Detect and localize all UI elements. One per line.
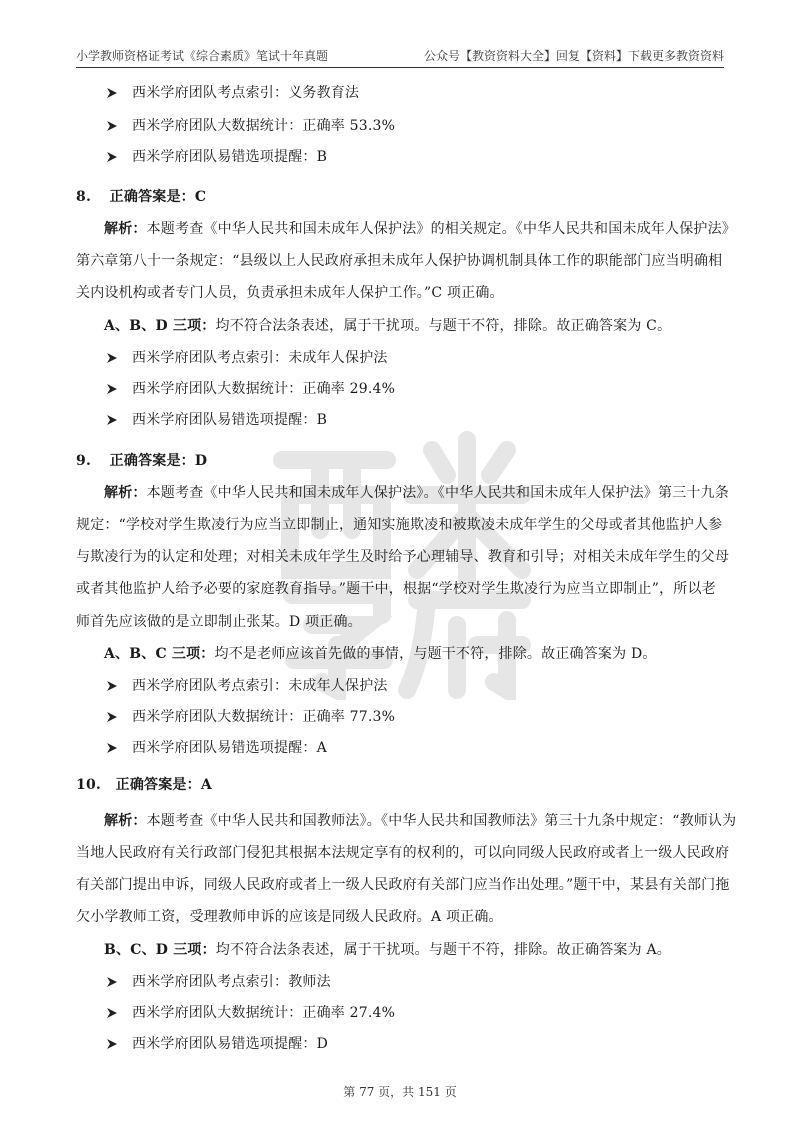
- knowledge-index: 西米学府团队考点索引：义务教育法: [132, 85, 360, 101]
- question-number: 8.: [76, 189, 92, 205]
- arrow-bullet-icon: [106, 976, 118, 988]
- answer-label: 正确答案是：D: [109, 453, 208, 469]
- options-label: B、C、D 三项：: [104, 942, 216, 958]
- options-text: 均不符合法条表述，属于干扰项。与题干不符，排除。故正确答案为 C。: [215, 318, 672, 334]
- knowledge-index: 西米学府团队考点索引：未成年人保护法: [132, 678, 388, 694]
- analysis-paragraph: [76, 483, 752, 503]
- accuracy-stat: 西米学府团队大数据统计：正确率 29.4%: [132, 381, 396, 397]
- knowledge-index: 西米学府团队考点索引：未成年人保护法: [132, 350, 388, 366]
- analysis-text: 本题考查《中华人民共和国教师法》。《中华人民共和国教师法》第三十九条中规定：“教师认为: [146, 813, 737, 829]
- arrow-bullet-icon: [106, 414, 118, 426]
- arrow-bullet-icon: [106, 742, 118, 754]
- analysis-text: 第六章第八十一条规定：“县级以上人民政府承担未成年人保护协调机制具体工作的职能部门应当明确相: [76, 253, 723, 269]
- analysis-text: 本题考查《中华人民共和国未成年人保护法》的相关规定。《中华人民共和国未成年人保护法》: [146, 221, 737, 237]
- arrow-bullet-icon: [106, 1007, 118, 1019]
- analysis-label: 解析：: [104, 485, 147, 501]
- arrow-bullet-icon: [106, 151, 118, 163]
- page-number: 第 77 页，共 151 页: [343, 1085, 457, 1099]
- accuracy-stat: 西米学府团队大数据统计：正确率 77.3%: [132, 709, 396, 725]
- analysis-text: 关内设机构或者专门人员，负责承担未成年人保护工作。”C 项正确。: [76, 285, 504, 301]
- common-error-hint: 西米学府团队易错选项提醒：B: [132, 149, 328, 165]
- knowledge-index: 西米学府团队考点索引：教师法: [132, 974, 331, 990]
- answer-label: 正确答案是：A: [115, 777, 212, 793]
- question-answer-title: [76, 775, 724, 795]
- question-answer-title: [76, 187, 724, 207]
- analysis-text: 师首先应该做的是立即制止张某。D 项正确。: [76, 614, 362, 630]
- other-options-paragraph: [76, 940, 752, 960]
- analysis-label: 解析：: [104, 221, 147, 237]
- analysis-text: 与欺凌行为的认定和处理；对相关未成年学生及时给予心理辅导、教育和引导；对相关未成年学生的父母: [76, 549, 730, 565]
- arrow-bullet-icon: [106, 383, 118, 395]
- arrow-bullet-icon: [106, 711, 118, 723]
- options-label: A、B、C 三项：: [104, 646, 215, 662]
- arrow-bullet-icon: [106, 120, 118, 132]
- analysis-text: 规定：“学校对学生欺凌行为应当立即制止，通知实施欺凌和被欺凌未成年学生的父母或者其他监护人参: [76, 517, 723, 533]
- question-answer-title: [76, 451, 724, 471]
- answer-label: 正确答案是：C: [109, 189, 207, 205]
- question-number: 9.: [76, 453, 92, 469]
- options-label: A、B、D 三项：: [104, 318, 216, 334]
- common-error-hint: 西米学府团队易错选项提醒：B: [132, 412, 328, 428]
- common-error-hint: 西米学府团队易错选项提醒：A: [132, 740, 327, 756]
- analysis-text: 当地人民政府有关行政部门侵犯其根据本法规定享有的权利的，可以向同级人民政府或者上一级人民政府: [76, 845, 730, 861]
- accuracy-stat: 西米学府团队大数据统计：正确率 27.4%: [132, 1005, 396, 1021]
- options-text: 均不符合法条表述，属于干扰项。与题干不符，排除。故正确答案为 A。: [215, 942, 671, 958]
- question-number: 10.: [76, 777, 101, 793]
- analysis-text: 有关部门提出申诉，同级人民政府或者上一级人民政府有关部门应当作出处理。”题干中，某县有关部门拖: [76, 877, 730, 893]
- header-title: 小学教师资格证考试《综合素质》笔试十年真题: [76, 49, 329, 63]
- analysis-paragraph: [76, 219, 752, 239]
- analysis-paragraph: [76, 811, 752, 831]
- analysis-text: 或者其他监护人给予必要的家庭教育指导。”题干中，根据“学校对学生欺凌行为应当立即制止”，所以老: [76, 581, 716, 597]
- analysis-text: 本题考查《中华人民共和国未成年人保护法》。《中华人民共和国未成年人保护法》第三十九条: [146, 485, 730, 501]
- other-options-paragraph: [76, 316, 752, 336]
- analysis-text: 欠小学教师工资，受理教师申诉的应该是同级人民政府。A 项正确。: [76, 909, 503, 925]
- arrow-bullet-icon: [106, 680, 118, 692]
- common-error-hint: 西米学府团队易错选项提醒：D: [132, 1036, 329, 1052]
- header-promo: 公众号【教资资料大全】回复【资料】下载更多教资资料: [423, 49, 724, 63]
- options-text: 均不是老师应该首先做的事情，与题干不符，排除。故正确答案为 D。: [214, 646, 657, 662]
- other-options-paragraph: [76, 644, 752, 664]
- accuracy-stat: 西米学府团队大数据统计：正确率 53.3%: [132, 118, 396, 134]
- analysis-label: 解析：: [104, 813, 147, 829]
- page-header: [76, 40, 724, 68]
- arrow-bullet-icon: [106, 87, 118, 99]
- arrow-bullet-icon: [106, 1038, 118, 1050]
- arrow-bullet-icon: [106, 352, 118, 364]
